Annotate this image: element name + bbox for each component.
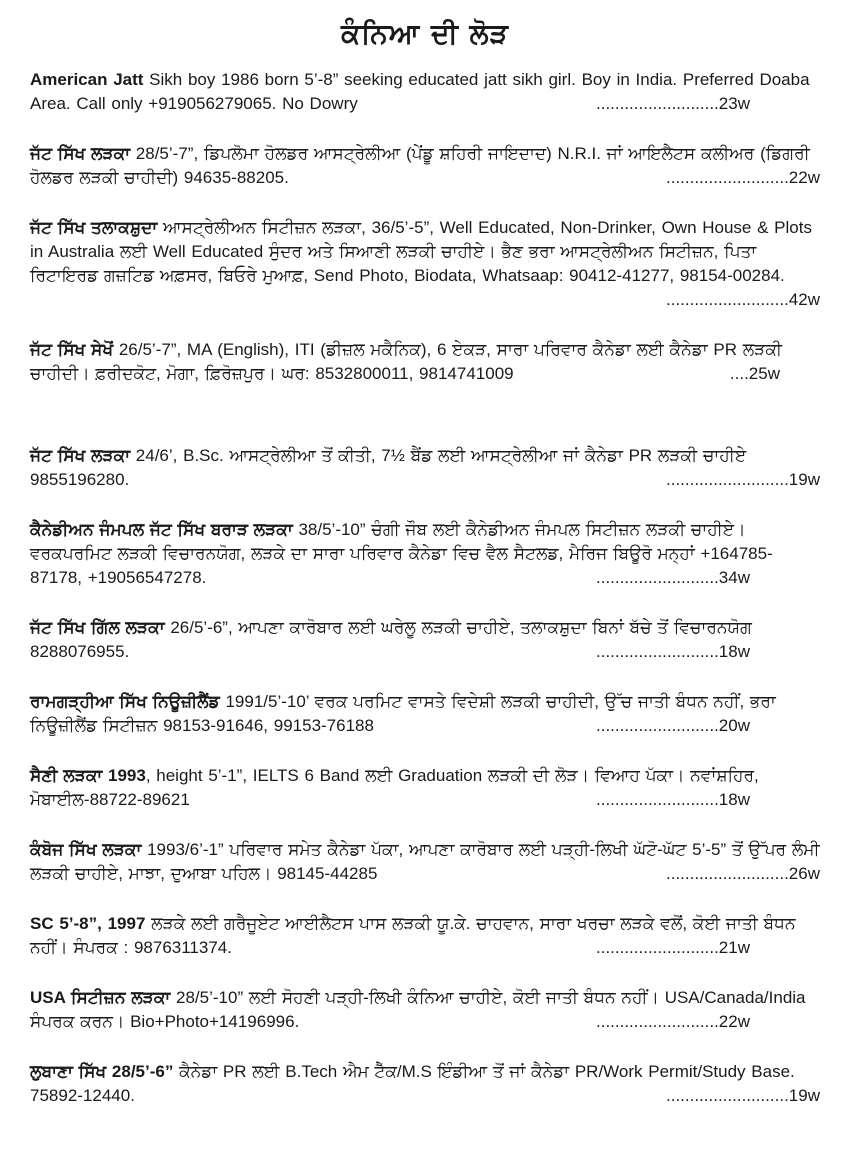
ad-lead: ਜੱਟ ਸਿੱਖ ਸੇਖੋਂ (30, 340, 114, 359)
ad-item (30, 764, 820, 812)
ad-text: 38/5’-10” ਚੰਗੀ ਜੌਬ ਲਈ ਕੈਨੇਡੀਅਨ ਜੰਮਪਲ ਸਿਟੀਜ਼ਨ ਲੜਕੀ ਚਾਹੀਏ। ਵਰਕਪਰਮਿਟ ਲੜਕੀ ਵਿਚਾਰਨਯੋਗ, ਲੜਕੇ ਦਾ ਸਾਰਾ ਪਰਿਵਾਰ ਕੈਨੇਡਾ ਵਿਚ ਵੈਲ ਸੈਟਲਡ, ਮੈਰਿਜ ਬਿਊਰੋ ਮਨ੍ਹਾਂ +164785-87178, +19056547278. (30, 520, 773, 587)
ad-code: ..........................22w (666, 168, 820, 187)
ad-text: ਲੜਕੇ ਲਈ ਗਰੈਜੂਏਟ ਆਈਲੈਟਸ ਪਾਸ ਲੜਕੀ ਯੂ.ਕੇ. ਚਾਹਵਾਨ, ਸਾਰਾ ਖਰਚਾ ਲੜਕੇ ਵਲੋਂ, ਕੋਈ ਜਾਤੀ ਬੰਧਨ ਨਹੀਂ। ਸੰਪਰਕ : 9876311374. (30, 914, 796, 957)
ad-lead: American Jatt (30, 70, 144, 89)
ad-code: ..........................20w (596, 716, 750, 735)
ad-code: ..........................42w (666, 290, 820, 309)
ad-lead: ਜੱਟ ਸਿੱਖ ਲੜਕਾ (30, 446, 131, 465)
page-title: ਕੰਨਿਆ ਦੀ ਲੋੜ (341, 17, 509, 50)
ad-text: ਆਸਟ੍ਰੇਲੀਅਨ ਸਿਟੀਜ਼ਨ ਲੜਕਾ, 36/5’-5”, Well Educated, Non-Drinker, Own House & Plots in Australia ਲਈ Well Educated ਸੁੰਦਰ ਅਤੇ ਸਿਆਣੀ ਲੜਕੀ ਚਾਹੀਏ। ਭੈਣ ਭਰਾ ਆਸਟ੍ਰੇਲੀਅਨ ਸਿਟੀਜ਼ਨ, ਪਿਤਾ ਰਿਟਾਇਰਡ ਗਜ਼ਟਿਡ ਅਫ਼ਸਰ, ਬਿਓਰੇ ਮੁਆਫ਼, Send Photo, Biodata, Whatsaap: 90412-41277, 98154-00284. (30, 218, 812, 285)
ad-item (30, 690, 820, 738)
ad-lead: USA ਸਿਟੀਜ਼ਨ ਲੜਕਾ (30, 988, 171, 1007)
ad-item (30, 216, 820, 312)
ad-lead: ਸੈਣੀ ਲੜਕਾ 1993 (30, 766, 146, 785)
ad-text: ਕੈਨੇਡਾ PR ਲਈ B.Tech ਐਮ ਟੈੱਕ/M.S ਇੰਡੀਆ ਤੋਂ ਜਾਂ ਕੈਨੇਡਾ PR/Work Permit/Study Base. 75892-12440. (30, 1062, 795, 1105)
ad-lead: SC 5’-8”, 1997 (30, 914, 146, 933)
ad-text: , height 5’-1”, IELTS 6 Band ਲਈ Graduation ਲੜਕੀ ਦੀ ਲੋੜ। ਵਿਆਹ ਪੱਕਾ। ਨਵਾਂਸ਼ਹਿਰ, ਮੋਬਾਈਲ-88722-89621 (30, 766, 759, 809)
ad-item (30, 616, 820, 664)
ad-lead: ਲੁਬਾਣਾ ਸਿੱਖ 28/5’-6” (30, 1062, 174, 1081)
ad-item (30, 986, 820, 1034)
ad-text: 1993/6’-1” ਪਰਿਵਾਰ ਸਮੇਤ ਕੈਨੇਡਾ ਪੱਕਾ, ਆਪਣਾ ਕਾਰੋਬਾਰ ਲਈ ਪੜ੍ਹੀ-ਲਿਖੀ ਘੱਟੋ-ਘੱਟ 5’-5” ਤੋਂ ਉੱਪਰ ਲੰਮੀ ਲੜਕੀ ਚਾਹੀਏ, ਮਾਝਾ, ਦੁਆਬਾ ਪਹਿਲ। 98145-44285 (30, 840, 820, 883)
ad-lead: ਕੰਬੋਜ ਸਿੱਖ ਲੜਕਾ (30, 840, 142, 859)
ad-text: Sikh boy 1986 born 5’-8” seeking educated jatt sikh girl. Boy in India. Preferred Doaba Area. Call only +919056279065. No Dowry (30, 70, 810, 113)
ad-lead: ਕੈਨੇਡੀਅਨ ਜੰਮਪਲ ਜੱਟ ਸਿੱਖ ਬਰਾੜ ਲੜਕਾ (30, 520, 293, 539)
ad-code: ..........................19w (666, 1086, 820, 1105)
ad-code: ..........................22w (596, 1012, 750, 1031)
ad-text: 28/5’-10” ਲਈ ਸੋਹਣੀ ਪੜ੍ਹੀ-ਲਿਖੀ ਕੰਨਿਆ ਚਾਹੀਏ, ਕੋਈ ਜਾਤੀ ਬੰਧਨ ਨਹੀਂ। USA/Canada/India ਸੰਪਰਕ ਕਰਨ। Bio+Photo+14196996. (30, 988, 806, 1031)
ad-code: ..........................18w (596, 642, 750, 661)
ad-code: ..........................26w (666, 864, 820, 883)
ad-text: 26/5’-7”, MA (English), ITI (ਡੀਜ਼ਲ ਮਕੈਨਿਕ), 6 ਏਕੜ, ਸਾਰਾ ਪਰਿਵਾਰ ਕੈਨੇਡਾ ਲਈ ਕੈਨੇਡਾ PR ਲੜਕੀ ਚਾਹੀਦੀ। ਫ਼ਰੀਦਕੋਟ, ਮੋਗਾ, ਫ਼ਿਰੋਜ਼ਪੁਰ। ਘਰ: 8532800011, 9814741009 (30, 340, 783, 383)
ad-item (30, 1060, 820, 1108)
ad-item (30, 142, 820, 190)
ad-code: ..........................19w (666, 470, 820, 489)
ad-code: ..........................18w (596, 790, 750, 809)
ad-code: ..........................21w (596, 938, 750, 957)
ad-item (30, 518, 820, 590)
classified-page (30, 14, 820, 1108)
ad-item (30, 912, 820, 960)
ad-text: 28/5’-7”, ਡਿਪਲੋਮਾ ਹੋਲਡਰ ਆਸਟ੍ਰੇਲੀਆ (ਪੇਂਡੂ ਸ਼ਹਿਰੀ ਜਾਇਦਾਦ) N.R.I. ਜਾਂ ਆਇਲੈਟਸ ਕਲੀਅਰ (ਡਿਗਰੀ ਹੋਲਡਰ ਲੜਕੀ ਚਾਹੀਦੀ) 94635-88205. (30, 144, 810, 187)
ad-lead: ਜੱਟ ਸਿੱਖ ਗਿੱਲ ਲੜਕਾ (30, 618, 165, 637)
ad-lead: ਜੱਟ ਸਿੱਖ ਤਲਾਕਸ਼ੁਦਾ (30, 218, 158, 237)
ad-lead: ਜੱਟ ਸਿੱਖ ਲੜਕਾ (30, 144, 131, 163)
ad-item (30, 838, 820, 886)
ad-item (30, 338, 820, 386)
ad-text: 1991/5’-10’ ਵਰਕ ਪਰਮਿਟ ਵਾਸਤੇ ਵਿਦੇਸ਼ੀ ਲੜਕੀ ਚਾਹੀਦੀ, ਉੱਚ ਜਾਤੀ ਬੰਧਨ ਨਹੀਂ, ਭਰਾ ਨਿਊਜ਼ੀਲੈਂਡ ਸਿਟੀਜ਼ਨ 98153-91646, 99153-76188 (30, 692, 776, 735)
ad-item (30, 444, 820, 492)
ad-text: 24/6’, B.Sc. ਆਸਟ੍ਰੇਲੀਆ ਤੋਂ ਕੀਤੀ, 7½ ਬੈਂਡ ਲਈ ਆਸਟ੍ਰੇਲੀਆ ਜਾਂ ਕੈਨੇਡਾ PR ਲੜਕੀ ਚਾਹੀਏ 9855196280. (30, 446, 747, 489)
ad-code: ....25w (729, 364, 780, 383)
ad-code: ..........................23w (596, 94, 750, 113)
ad-code: ..........................34w (596, 568, 750, 587)
ad-text: 26/5’-6”, ਆਪਣਾ ਕਾਰੋਬਾਰ ਲਈ ਘਰੇਲੂ ਲੜਕੀ ਚਾਹੀਏ, ਤਲਾਕਸ਼ੁਦਾ ਬਿਨਾਂ ਬੱਚੇ ਤੋਂ ਵਿਚਾਰਨਯੋਗ 8288076955. (30, 618, 752, 661)
ad-lead: ਰਾਮਗੜ੍ਹੀਆ ਸਿੱਖ ਨਿਊਜ਼ੀਲੈਂਡ (30, 692, 220, 711)
ad-item (30, 68, 820, 116)
